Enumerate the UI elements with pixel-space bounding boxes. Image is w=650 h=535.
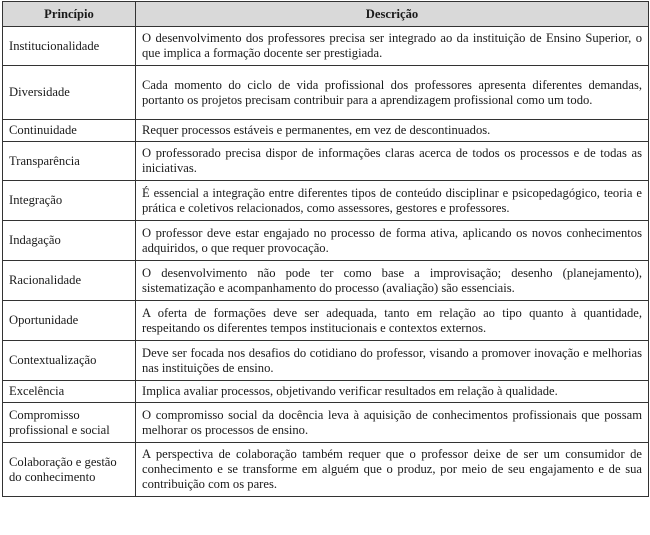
principle-cell: Institucionalidade (3, 27, 136, 66)
description-cell: O professor deve estar engajado no processo de forma ativa, aplicando os novos conhecimentos adquiridos, o que requer provocação. (136, 221, 649, 261)
principle-cell: Excelência (3, 381, 136, 403)
description-cell: O compromisso social da docência leva à aquisição de conhecimentos profissionais que possam melhorar os processos de ensino. (136, 403, 649, 443)
description-cell: A oferta de formações deve ser adequada, tanto em relação ao tipo quanto à quantidade, respeitando os diferentes tempos institucionais e contextos externos. (136, 301, 649, 341)
table-row (3, 261, 649, 301)
description-cell: Implica avaliar processos, objetivando verificar resultados em relação à qualidade. (136, 381, 649, 403)
description-cell: O desenvolvimento dos professores precisa ser integrado ao da instituição de Ensino Superior, o que implica a formação docente ser prestigiada. (136, 27, 649, 66)
principle-cell: Indagação (3, 221, 136, 261)
header-principle: Princípio (3, 2, 136, 27)
table-row (3, 66, 649, 120)
principle-cell: Racionalidade (3, 261, 136, 301)
table-row (3, 27, 649, 66)
principle-cell: Diversidade (3, 66, 136, 120)
table-row (3, 221, 649, 261)
table-row (3, 120, 649, 142)
principle-cell: Compromisso profissional e social (3, 403, 136, 443)
principle-cell: Transparência (3, 142, 136, 181)
description-cell: Cada momento do ciclo de vida profissional dos professores apresenta diferentes demandas, portanto os projetos precisam contribuir para a aprendizagem profissional como um todo. (136, 66, 649, 120)
principle-cell: Oportunidade (3, 301, 136, 341)
principle-cell: Colaboração e gestão do conhecimento (3, 443, 136, 497)
description-cell: Deve ser focada nos desafios do cotidiano do professor, visando a promover inovação e melhorias nas instituições de ensino. (136, 341, 649, 381)
table-row (3, 142, 649, 181)
header-row (3, 2, 649, 27)
description-cell: É essencial a integração entre diferentes tipos de conteúdo disciplinar e psicopedagógico, teoria e prática e coletivos relacionados, como assessores, gestores e professores. (136, 181, 649, 221)
description-cell: A perspectiva de colaboração também requer que o professor deixe de ser um consumidor de conhecimento e se transforme em alguém que o produz, por meio de seu engajamento e de sua contribuição com os pares. (136, 443, 649, 497)
header-description: Descrição (136, 2, 649, 27)
description-cell: O desenvolvimento não pode ter como base a improvisação; desenho (planejamento), sistematização e acompanhamento do processo (avaliação) são essenciais. (136, 261, 649, 301)
principle-cell: Integração (3, 181, 136, 221)
table-row (3, 301, 649, 341)
principle-cell: Contextualização (3, 341, 136, 381)
table-row (3, 181, 649, 221)
table-row (3, 443, 649, 497)
table-row (3, 341, 649, 381)
table-row (3, 403, 649, 443)
description-cell: O professorado precisa dispor de informações claras acerca de todos os processos e de todas as iniciativas. (136, 142, 649, 181)
principles-table (2, 1, 649, 497)
table-row (3, 381, 649, 403)
description-cell: Requer processos estáveis e permanentes, em vez de descontinuados. (136, 120, 649, 142)
principle-cell: Continuidade (3, 120, 136, 142)
